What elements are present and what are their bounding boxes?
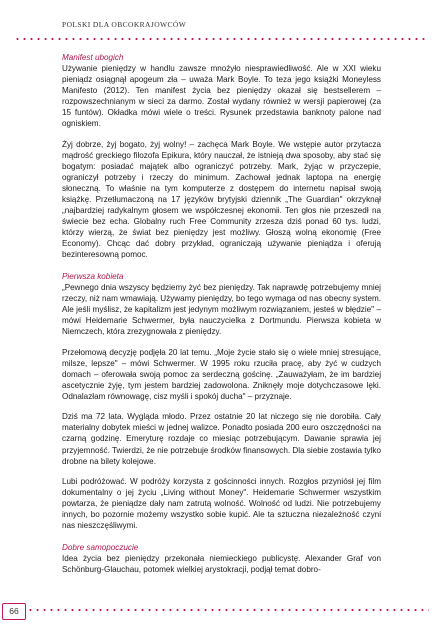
paragraph: Idea życia bez pieniędzy przekonała niemieckiego publicystę. Alexander Graf von Schönburg-Glauchau, potomek wielkiej arystokracji, podjął temat dobro- <box>62 553 381 574</box>
header-dotted-rule <box>14 38 429 40</box>
section-heading-manifest: Manifest ubogich <box>62 53 124 62</box>
paragraph: Żyj dobrze, żyj bogato, żyj wolny! – zachęca Mark Boyle. We wstępie autor przytacza mądrość greckiego filozofa Epikura, który nauczał, że istnieją dwa sposoby, aby stać się bogatym: posiadać majątek albo ograniczyć potrzeby. Mark, żyjąc w przyczepie, ograniczył potrzeby i rzeczy do minimum. Zachował jednak laptopa na energię słoneczną. To właśnie na tym komputerze z dostępem do internetu napisał swoją książkę. Przetłumaczoną na 17 języków brytyjski dziennik „The Guardian" okrzyknął „najbardziej radykalnym głosem we współczesnej ekonomii. Ten głos nie przeszedł na świecie bez echa. Globalny ruch Free Community zrzesza dziś ponad 60 tys. ludzi, którzy wierzą, że świat bez pieniędzy jest możliwy. Głoszą wolną ekonomię (Free Economy). Chcąc dać dobry przykład, ograniczają używanie pieniądza i oferują bezinteresowną pomoc. <box>62 139 381 260</box>
footer-dotted-rule <box>27 609 429 611</box>
paragraph: Używanie pieniędzy w handlu zawsze mnożyło niesprawiedliwość. Ale w XXI wieku pieniądz osiągnął apogeum zła – uważa Mark Boyle. To teza jego książki Moneyless Manifesto (2012). Ten manifest życia bez pieniędzy okazał się bestsellerem – rozpowszechnianym w sieci za darmo. Został wydany również w wersji papierowej (za 15 funtów). Okładka mówi wiele o treści. Rysunek przedstawia banknoty palone nad ogniskiem. <box>62 64 381 129</box>
page-body <box>62 52 381 575</box>
section-heading-wellbeing: Dobre samopoczucie <box>62 542 139 552</box>
paragraph: Dziś ma 72 lata. Wygląda młodo. Przez ostatnie 20 lat niczego się nie dorobiła. Cały materialny dobytek mieści w jednej walizce. Ponadto posiada 200 euro oszczędności na czarną godzinę. Emeryturę rozdaje co miesiąc potrzebującym. Dawanie sprawia jej przyjemność. Twierdzi, że nie potrzebuje środków finansowych. Dla siebie zostawia tylko drobne na bilety kolejowe. <box>62 412 381 466</box>
paragraph: Lubi podróżować. W podróży korzysta z gościnności innych. Rozgłos przyniósł jej film dokumentalny o jej życiu „Living without Money". Heidemarie Schwermer wszystkim powtarza, że pieniądze dały nam zatrutą wolność. Wolność od ludzi. Nie potrzebujemy innych, bo pozornie możemy wszystko sobie kupić. Ale ta sztuczna niezależność czyni nas nieszczęśliwymi. <box>62 477 381 531</box>
page-number: 66 <box>2 603 26 620</box>
paragraph: „Pewnego dnia wszyscy będziemy żyć bez pieniędzy. Tak naprawdę potrzebujemy mniej rzeczy, niż nam wmawiają. Używamy pieniędzy, bo tego wymaga od nas obecny system. Ale jeśli myślisz, że kapitalizm jest jedynym możliwym rozwiązaniem, jesteś w błędzie" – mówi Heidemarie Schwermer, była nauczycielka z Dortmundu. Pierwsza kobieta w Niemczech, która zrezygnowała z pieniędzy. <box>62 282 381 337</box>
paragraph: Przełomową decyzję podjęła 20 lat temu. „Moje życie stało się o wiele mniej stresujące, milsze, lepsze" – mówi Schwermer. W 1995 roku rzuciła pracę, aby żyć w cudzych domach – oferowała swoją pomoc za serdeczną gościnę. „Zauważyłam, że im bardziej ascetycznie żyję, tym jestem bardziej zadowolona. Zniknęły moje dotychczasowe lęki. Odnalazłam równowagę, cisz myśli i spokój ducha" – przyznaje. <box>62 347 381 401</box>
running-header: POLSKI DLA OBCOKRAJOWCÓW <box>62 20 187 29</box>
section-heading-first-woman: Pierwsza kobieta <box>62 271 124 281</box>
